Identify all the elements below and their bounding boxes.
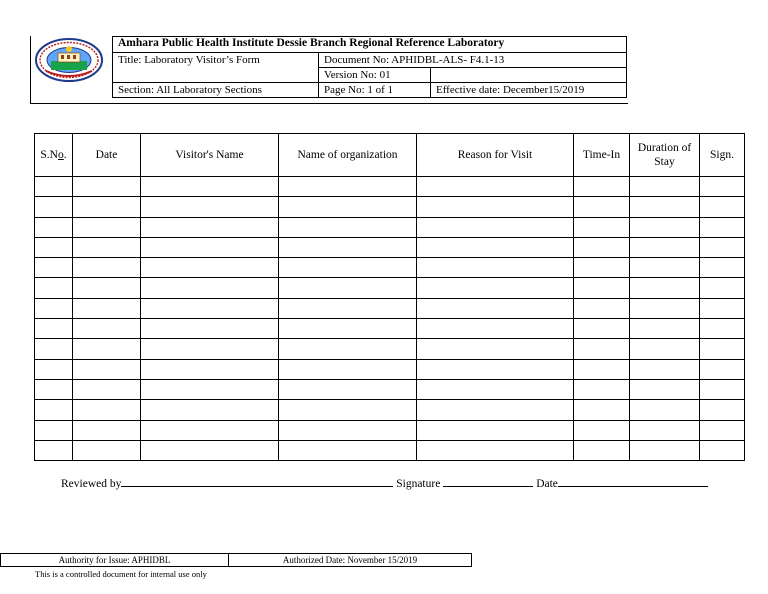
table-cell[interactable] xyxy=(35,217,73,237)
section-label: Section: All Laboratory Sections xyxy=(113,83,319,98)
table-row xyxy=(35,258,745,278)
table-cell[interactable] xyxy=(141,379,279,399)
table-cell[interactable] xyxy=(141,298,279,318)
table-cell[interactable] xyxy=(630,177,700,197)
table-cell[interactable] xyxy=(700,379,745,399)
table-row xyxy=(35,420,745,440)
table-cell[interactable] xyxy=(574,217,630,237)
table-row xyxy=(35,379,745,399)
table-cell[interactable] xyxy=(141,278,279,298)
table-cell[interactable] xyxy=(417,298,574,318)
table-cell[interactable] xyxy=(141,258,279,278)
table-cell[interactable] xyxy=(141,177,279,197)
table-cell[interactable] xyxy=(73,379,141,399)
table-cell[interactable] xyxy=(35,440,73,460)
signature-field[interactable] xyxy=(443,476,533,487)
reviewed-by-field[interactable] xyxy=(121,476,393,487)
table-cell[interactable] xyxy=(141,440,279,460)
table-cell[interactable] xyxy=(700,217,745,237)
table-cell[interactable] xyxy=(73,258,141,278)
page-number: Page No: 1 of 1 xyxy=(319,83,431,98)
table-cell[interactable] xyxy=(73,197,141,217)
effective-date: Effective date: December15/2019 xyxy=(431,83,627,98)
table-row xyxy=(35,217,745,237)
table-cell[interactable] xyxy=(630,319,700,339)
table-cell[interactable] xyxy=(141,217,279,237)
table-row xyxy=(35,359,745,379)
table-cell[interactable] xyxy=(574,197,630,217)
table-cell[interactable] xyxy=(35,278,73,298)
table-cell[interactable] xyxy=(141,197,279,217)
table-cell[interactable] xyxy=(630,420,700,440)
table-cell[interactable] xyxy=(73,278,141,298)
table-row xyxy=(35,177,745,197)
version-number: Version No: 01 xyxy=(319,68,431,83)
table-cell[interactable] xyxy=(630,379,700,399)
table-cell[interactable] xyxy=(35,319,73,339)
table-row xyxy=(35,237,745,257)
table-body xyxy=(35,177,745,461)
table-cell[interactable] xyxy=(574,400,630,420)
column-header: Name of organization xyxy=(279,134,417,177)
table-cell[interactable] xyxy=(417,278,574,298)
table-cell[interactable] xyxy=(417,258,574,278)
table-cell[interactable] xyxy=(417,400,574,420)
authority-for-issue: Authority for Issue: APHIDBL xyxy=(1,554,229,567)
table-cell[interactable] xyxy=(700,278,745,298)
table-cell[interactable] xyxy=(417,217,574,237)
table-cell[interactable] xyxy=(700,420,745,440)
table-cell[interactable] xyxy=(630,400,700,420)
table-cell[interactable] xyxy=(700,197,745,217)
table-cell[interactable] xyxy=(700,177,745,197)
table-cell[interactable] xyxy=(279,400,417,420)
table-cell[interactable] xyxy=(73,440,141,460)
table-cell[interactable] xyxy=(417,319,574,339)
table-cell[interactable] xyxy=(279,298,417,318)
table-cell[interactable] xyxy=(417,379,574,399)
controlled-document-note: This is a controlled document for internal use only xyxy=(35,569,207,579)
institute-seal-icon xyxy=(34,37,104,83)
table-cell[interactable] xyxy=(574,440,630,460)
table-cell[interactable] xyxy=(35,359,73,379)
table-cell[interactable] xyxy=(279,197,417,217)
table-cell[interactable] xyxy=(73,298,141,318)
table-cell[interactable] xyxy=(417,197,574,217)
table-cell[interactable] xyxy=(73,217,141,237)
table-cell[interactable] xyxy=(141,339,279,359)
column-header: Date xyxy=(73,134,141,177)
table-cell[interactable] xyxy=(417,420,574,440)
table-cell[interactable] xyxy=(700,237,745,257)
column-header: Duration of Stay xyxy=(630,134,700,177)
table-cell[interactable] xyxy=(141,359,279,379)
table-cell[interactable] xyxy=(279,177,417,197)
table-cell[interactable] xyxy=(73,339,141,359)
table-cell[interactable] xyxy=(630,359,700,379)
table-cell[interactable] xyxy=(141,319,279,339)
table-cell[interactable] xyxy=(279,217,417,237)
table-cell[interactable] xyxy=(574,298,630,318)
column-header: Time-In xyxy=(574,134,630,177)
footer-table xyxy=(0,553,472,567)
table-cell[interactable] xyxy=(279,237,417,257)
table-row xyxy=(35,319,745,339)
column-header: Reason for Visit xyxy=(417,134,574,177)
table-cell[interactable] xyxy=(417,339,574,359)
table-cell[interactable] xyxy=(73,420,141,440)
table-cell[interactable] xyxy=(574,278,630,298)
document-number: Document No: APHIDBL-ALS- F4.1-13 xyxy=(319,53,627,68)
table-cell[interactable] xyxy=(279,258,417,278)
table-cell[interactable] xyxy=(35,339,73,359)
table-cell[interactable] xyxy=(700,319,745,339)
table-cell[interactable] xyxy=(279,278,417,298)
document-header-table xyxy=(112,36,627,98)
organization-name: Amhara Public Health Institute Dessie Branch Regional Reference Laboratory xyxy=(113,37,627,53)
table-row xyxy=(35,278,745,298)
column-header: S.No. xyxy=(35,134,73,177)
table-row xyxy=(35,339,745,359)
table-cell[interactable] xyxy=(417,440,574,460)
table-cell[interactable] xyxy=(700,359,745,379)
table-cell[interactable] xyxy=(279,359,417,379)
table-cell[interactable] xyxy=(574,177,630,197)
review-signature-line xyxy=(61,476,708,490)
table-cell[interactable] xyxy=(574,379,630,399)
visitor-log-table xyxy=(34,133,745,461)
table-cell[interactable] xyxy=(574,420,630,440)
table-row xyxy=(35,400,745,420)
table-cell[interactable] xyxy=(35,420,73,440)
table-cell[interactable] xyxy=(700,400,745,420)
table-cell[interactable] xyxy=(73,400,141,420)
table-cell[interactable] xyxy=(630,440,700,460)
reviewed-by-label: Reviewed by xyxy=(61,478,122,490)
table-cell[interactable] xyxy=(630,237,700,257)
table-cell[interactable] xyxy=(35,197,73,217)
table-cell[interactable] xyxy=(35,258,73,278)
table-header-row xyxy=(35,134,745,177)
table-cell[interactable] xyxy=(630,339,700,359)
table-cell[interactable] xyxy=(574,359,630,379)
table-cell[interactable] xyxy=(630,197,700,217)
table-cell[interactable] xyxy=(700,339,745,359)
table-cell[interactable] xyxy=(141,400,279,420)
version-blank-cell xyxy=(431,68,627,83)
table-cell[interactable] xyxy=(35,177,73,197)
table-cell[interactable] xyxy=(574,319,630,339)
table-row xyxy=(35,440,745,460)
table-cell[interactable] xyxy=(73,359,141,379)
date-field[interactable] xyxy=(558,476,708,487)
table-cell[interactable] xyxy=(279,319,417,339)
table-cell[interactable] xyxy=(73,319,141,339)
table-cell[interactable] xyxy=(700,298,745,318)
table-cell[interactable] xyxy=(417,359,574,379)
table-cell[interactable] xyxy=(574,237,630,257)
table-cell[interactable] xyxy=(279,440,417,460)
signature-label: Signature xyxy=(393,478,444,490)
table-cell[interactable] xyxy=(279,420,417,440)
table-cell[interactable] xyxy=(630,258,700,278)
table-cell[interactable] xyxy=(417,177,574,197)
column-header: Visitor's Name xyxy=(141,134,279,177)
table-cell[interactable] xyxy=(35,400,73,420)
column-header: Sign. xyxy=(700,134,745,177)
table-cell[interactable] xyxy=(630,278,700,298)
table-row xyxy=(35,298,745,318)
table-cell[interactable] xyxy=(574,258,630,278)
table-cell[interactable] xyxy=(630,298,700,318)
form-title: Title: Laboratory Visitor’s Form xyxy=(113,53,319,83)
table-cell[interactable] xyxy=(35,298,73,318)
table-cell[interactable] xyxy=(73,237,141,257)
table-cell[interactable] xyxy=(35,237,73,257)
table-cell[interactable] xyxy=(417,237,574,257)
table-cell[interactable] xyxy=(700,440,745,460)
authorized-date: Authorized Date: November 15/2019 xyxy=(229,554,472,567)
table-cell[interactable] xyxy=(73,177,141,197)
table-cell[interactable] xyxy=(141,420,279,440)
table-cell[interactable] xyxy=(279,379,417,399)
date-label: Date xyxy=(536,478,558,490)
table-cell[interactable] xyxy=(35,379,73,399)
table-cell[interactable] xyxy=(279,339,417,359)
table-cell[interactable] xyxy=(700,258,745,278)
table-cell[interactable] xyxy=(141,237,279,257)
table-cell[interactable] xyxy=(574,339,630,359)
table-row xyxy=(35,197,745,217)
table-cell[interactable] xyxy=(630,217,700,237)
